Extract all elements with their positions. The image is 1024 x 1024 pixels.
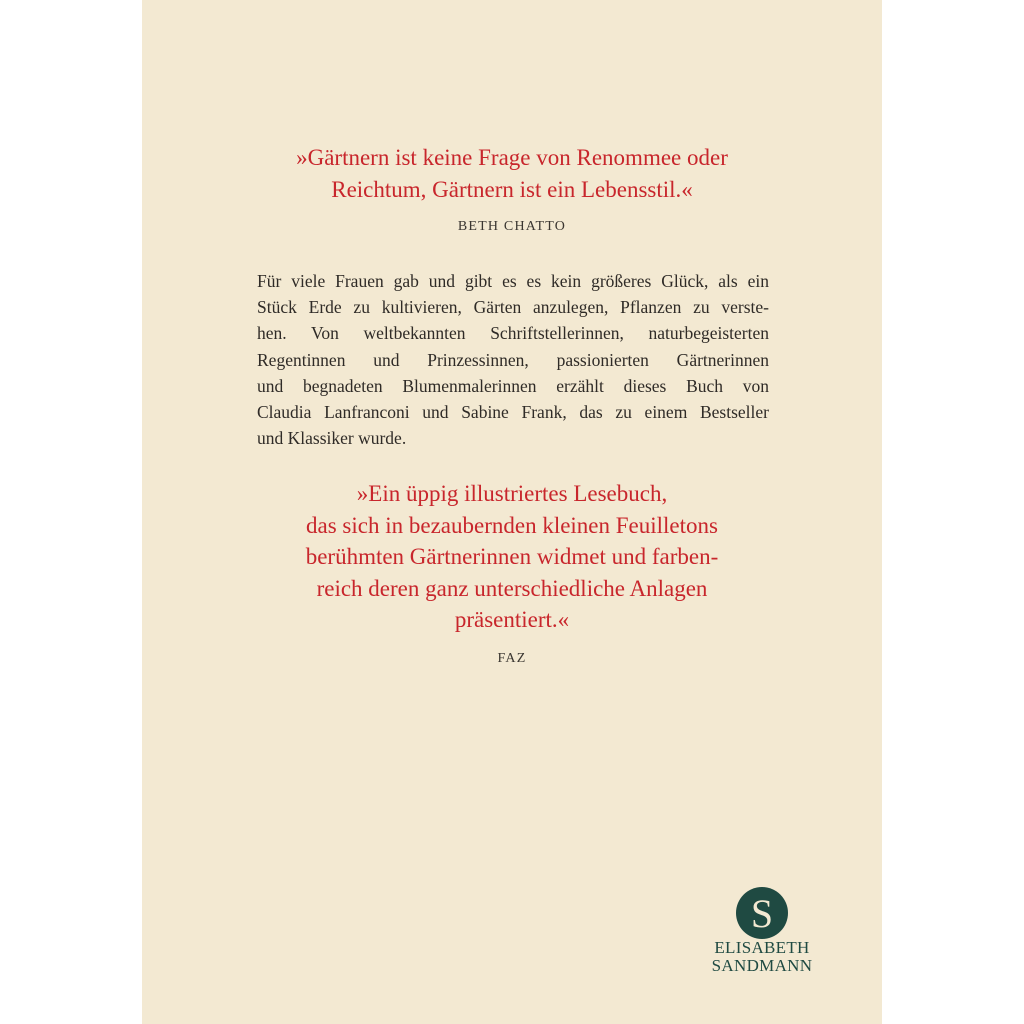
quote-line: präsentiert.« bbox=[454, 607, 570, 632]
quote-line: berühmten Gärtnerinnen widmet und farben- bbox=[305, 544, 719, 569]
quote-line: Reichtum, Gärtnern ist ein Lebensstil.« bbox=[331, 176, 693, 202]
description-line: Regentinnen und Prinzessinnen, passionierten Gärtnerinnen bbox=[257, 349, 769, 370]
description-line: Claudia Lanfranconi und Sabine Frank, das zu einem Bestseller bbox=[257, 402, 769, 423]
quote-line: »Gärtnern ist keine Frage von Renommee oder bbox=[296, 145, 728, 170]
quote-beth-chatto bbox=[142, 142, 882, 205]
quote-faz bbox=[142, 478, 882, 636]
description-line: Für viele Frauen gab und gibt es es kein größeres Glück, als ein bbox=[257, 271, 769, 291]
quote-line: »Ein üppig illustriertes Lesebuch, bbox=[356, 481, 668, 506]
description-line: hen. Von weltbekannten Schriftstellerinnen, naturbegeisterten bbox=[257, 323, 769, 344]
publisher-name-line2: SANDMANN bbox=[711, 956, 813, 975]
quote-attribution: BETH CHATTO bbox=[457, 219, 567, 234]
description-line: und begnadeten Blumenmalerinnen erzählt dieses Buch von bbox=[257, 375, 769, 396]
quote-line: reich deren ganz unterschiedliche Anlagen bbox=[316, 575, 708, 601]
quote-line: das sich in bezaubernden kleinen Feuilletons bbox=[306, 512, 718, 538]
monogram-letter: S bbox=[750, 891, 774, 936]
publisher-logo bbox=[702, 887, 822, 975]
publisher-monogram-icon bbox=[736, 887, 788, 939]
book-description bbox=[257, 268, 769, 451]
publisher-name-line1: ELISABETH bbox=[714, 938, 810, 957]
quote-attribution: FAZ bbox=[497, 651, 527, 666]
description-line: Stück Erde zu kultivieren, Gärten anzulegen, Pflanzen zu verste- bbox=[257, 297, 769, 318]
description-line: und Klassiker wurde. bbox=[257, 428, 407, 449]
book-back-cover bbox=[142, 0, 882, 1024]
